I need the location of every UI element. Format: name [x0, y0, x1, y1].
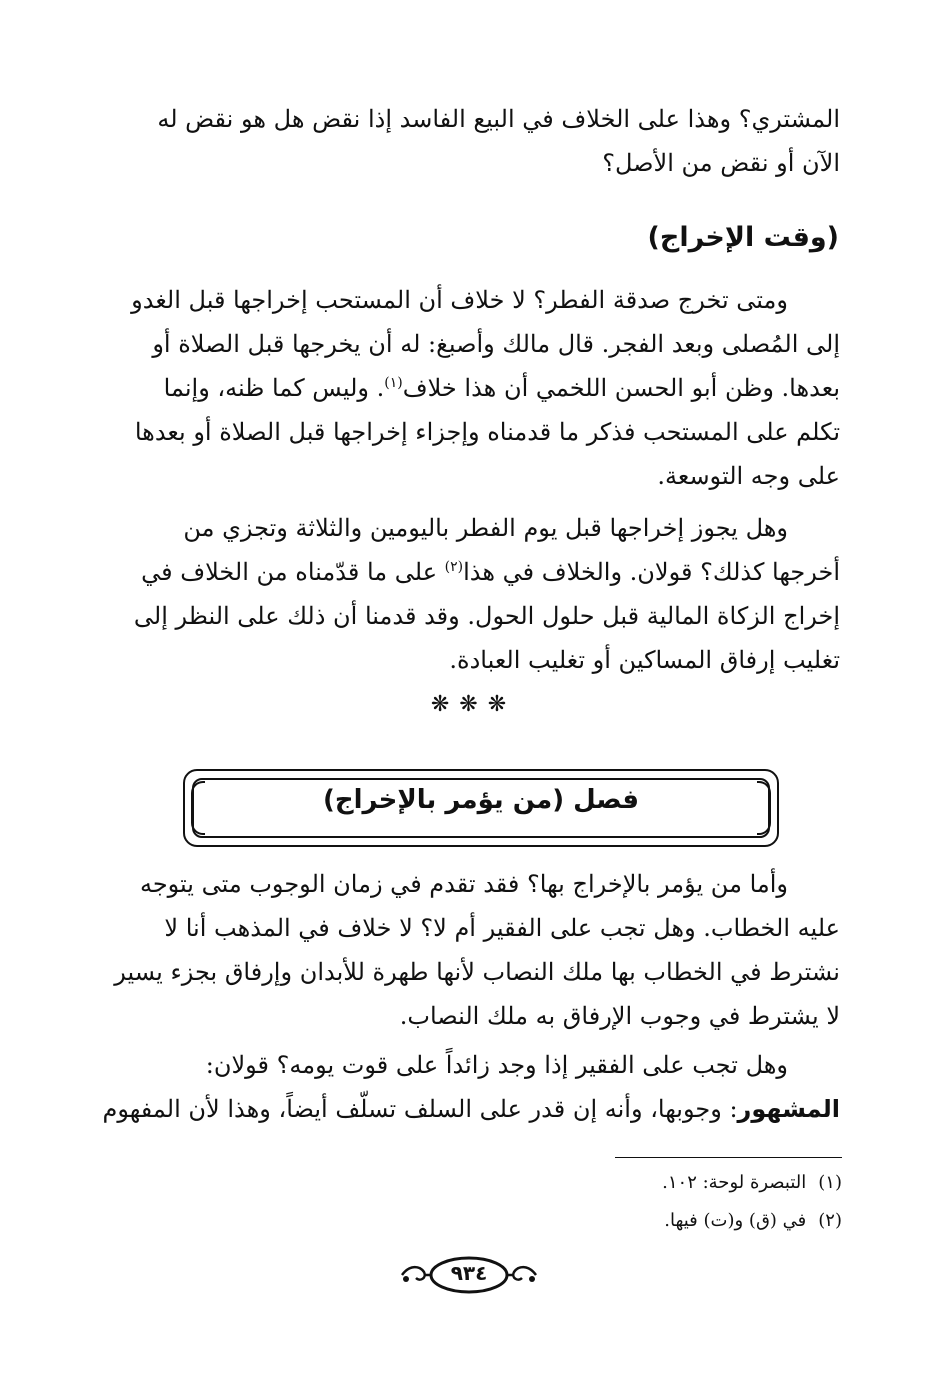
text-fragment: بعدها. وظن أبو الحسن اللخمي أن هذا خلاف — [402, 374, 840, 402]
section-title-frame — [183, 769, 779, 847]
text-line: نشترط في الخطاب بها ملك النصاب لأنها طهرة للأبدان وإرفاق بجزء يسير — [114, 958, 840, 986]
footnote-divider — [615, 1157, 842, 1158]
footnote-2 — [664, 1206, 842, 1236]
text-line: تكلم على المستحب فذكر ما قدمناه وإجزاء إخراجها قبل الصلاة أو بعدها — [134, 418, 840, 446]
text-line-with-footnote — [96, 366, 840, 410]
footnote-number: (٢) — [818, 1210, 842, 1231]
footnote-marker: (١) — [384, 375, 403, 391]
text-line: عليه الخطاب. وهل تجب على الفقير أم لا؟ لا خلاف في المذهب أنا لا — [164, 914, 840, 942]
footnote-number: (١) — [818, 1172, 842, 1193]
bold-term: المشهور — [737, 1095, 840, 1123]
footnote-1 — [662, 1168, 842, 1198]
paragraph-continuation — [96, 97, 840, 185]
footnote-text: التبصرة لوحة: ١٠٢. — [662, 1172, 807, 1193]
text-line: الآن أو نقض من الأصل؟ — [602, 149, 840, 177]
text-line: إخراج الزكاة المالية قبل حلول الحول. وقد قدمنا أن ذلك على النظر إلى — [133, 602, 840, 630]
paragraph-who-pays — [96, 862, 840, 1038]
text-fragment: أخرجها كذلك؟ قولان. والخلاف في هذا — [463, 558, 840, 586]
footnote-text: في (ق) و(ت) فيها. — [664, 1210, 807, 1231]
footnote-marker: (٢) — [444, 559, 464, 575]
paragraph-poor — [96, 1043, 840, 1131]
text-line-with-footnote — [96, 550, 840, 594]
subheading-time-of-payment: (وقت الإخراج) — [647, 222, 839, 253]
text-fragment: على ما قدّمناه من الخلاف في — [141, 558, 445, 586]
text-line: ومتى تخرج صدقة الفطر؟ لا خلاف أن المستحب إخراجها قبل الغدو — [131, 286, 788, 314]
text-line: وأما من يؤمر بالإخراج بها؟ فقد تقدم في زمان الوجوب متى يتوجه — [139, 870, 788, 898]
text-fragment: : وجوبها، وأنه إن قدر على السلف تسلّف أيضاً، وهذا لأن المفهوم — [102, 1095, 738, 1123]
ornament-separator: ❋❋❋ — [430, 692, 517, 717]
text-line: وهل يجوز إخراجها قبل يوم الفطر باليومين والثلاثة وتجزي من — [183, 514, 788, 542]
text-line: لا يشترط في وجوب الإرفاق به ملك النصاب. — [399, 1002, 840, 1030]
text-line: تغليب إرفاق المساكين أو تغليب العبادة. — [449, 646, 840, 674]
text-line: المشتري؟ وهذا على الخلاف في البيع الفاسد إذا نقض هل هو نقض له — [157, 105, 840, 133]
text-line — [96, 1087, 840, 1131]
section-title: فصل (من يؤمر بالإخراج) — [322, 785, 640, 815]
page-number: ٩٣٤ — [450, 1261, 488, 1285]
text-fragment: . وليس كما ظنه، وإنما — [163, 374, 385, 402]
text-line: إلى المُصلى وبعد الفجر. قال مالك وأصبغ: له أن يخرجها قبل الصلاة أو — [152, 330, 840, 358]
text-line: على وجه التوسعة. — [657, 462, 840, 490]
text-line: وهل تجب على الفقير إذا وجد زائداً على قوت يومه؟ قولان: — [205, 1051, 788, 1079]
paragraph-early-payment — [96, 506, 840, 682]
page-number-ornament — [394, 1252, 544, 1298]
paragraph-time — [96, 278, 840, 498]
